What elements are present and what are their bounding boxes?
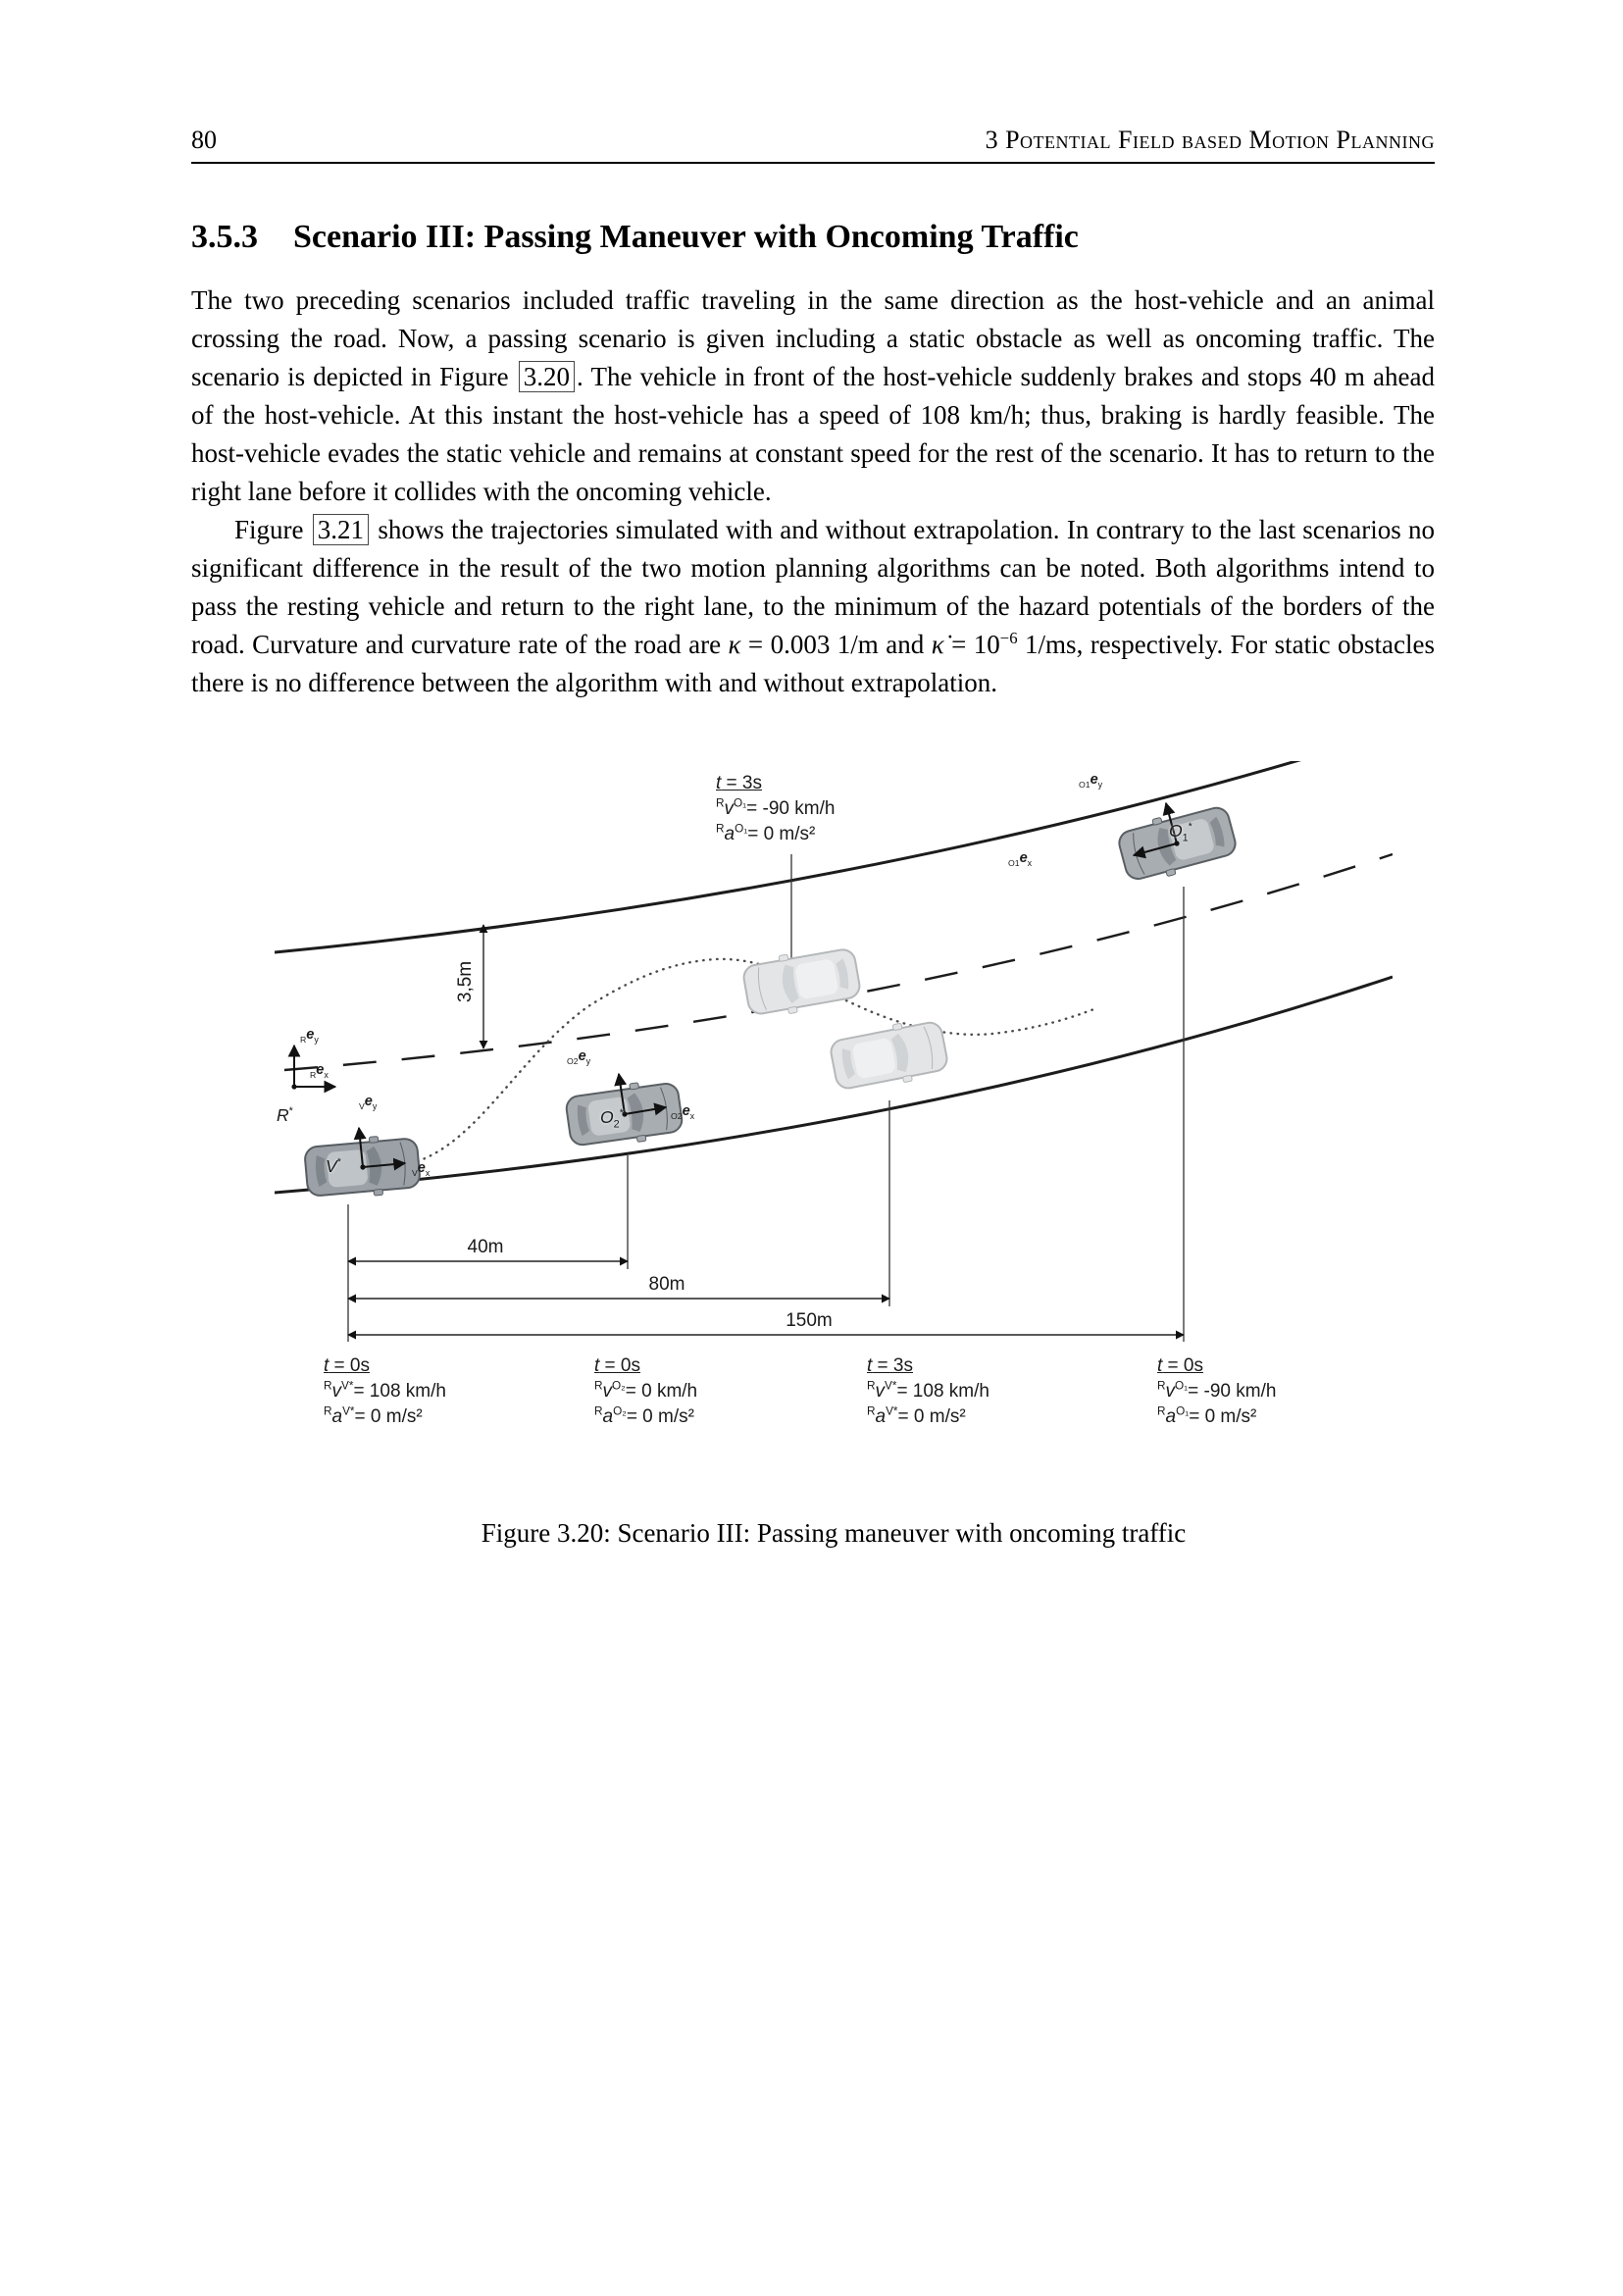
annotation-line: [867, 1404, 989, 1430]
text-segment: = 0 m/s²: [1189, 1406, 1257, 1427]
text-segment: O₂: [612, 1379, 626, 1393]
paragraph-1: [191, 281, 1435, 511]
text-segment: a: [1165, 1406, 1177, 1427]
text-segment: O2: [671, 1110, 683, 1121]
text-segment: t: [594, 1355, 600, 1376]
label-host-vehicle-V: [326, 1153, 341, 1179]
annotation-line: [867, 1353, 989, 1379]
text-segment: x: [425, 1167, 431, 1178]
text-segment: R: [277, 1105, 289, 1125]
text-segment: O2: [567, 1055, 579, 1066]
text-segment: a: [602, 1406, 614, 1427]
dimension-label-lane-width: 3,5m: [455, 960, 476, 1003]
annotation-line: [594, 1353, 697, 1379]
text-segment: = 3s: [721, 773, 763, 793]
oncoming-vehicle-t3s-ghost-car: [741, 943, 863, 1020]
figure-3-20: [275, 761, 1393, 1549]
text-segment: = 0 m/s²: [747, 824, 816, 844]
text-segment: a: [331, 1406, 343, 1427]
text-segment: R: [310, 1069, 317, 1080]
text-segment: V*: [886, 1404, 898, 1418]
label-oncoming-O1: [1169, 818, 1192, 843]
annotation-oncoming-vehicle-t3s: [716, 771, 835, 847]
text-segment: O₁: [1176, 1404, 1190, 1418]
text-segment: V*: [342, 1404, 355, 1418]
page-number: 80: [191, 126, 217, 154]
text-segment: 1/ms, respectively. For static obstacles there is no difference between the algorithm with and without extrapolation.: [191, 630, 1436, 697]
text-segment: O₂: [613, 1404, 627, 1418]
text-segment: a: [875, 1406, 887, 1427]
text-segment: V: [359, 1100, 365, 1111]
annotation-host-vehicle-t3s: [867, 1353, 989, 1430]
text-segment: V*: [341, 1379, 354, 1393]
figure-caption: Figure 3.20: Scenario III: Passing maneuver with oncoming traffic: [481, 1518, 1187, 1548]
label-o1-frame-ex: [1008, 849, 1032, 867]
text-segment: R: [716, 796, 725, 810]
text-segment: R: [594, 1404, 603, 1418]
section-heading: [191, 219, 1435, 256]
text-segment: κ: [728, 630, 741, 659]
text-segment: x: [1027, 857, 1033, 868]
annotation-line: [594, 1379, 697, 1404]
text-segment: = 0.003 1/m and: [740, 630, 932, 659]
text-segment: t: [324, 1355, 330, 1376]
annotation-line: [716, 822, 835, 847]
text-segment: O: [600, 1107, 614, 1127]
text-segment: = 108 km/h: [896, 1381, 989, 1402]
host-vehicle-t3s-ghost-car: [828, 1016, 949, 1096]
text-segment: e: [1090, 772, 1098, 788]
text-segment: = 0s: [1162, 1355, 1204, 1376]
text-segment: = 0s: [599, 1355, 641, 1376]
text-segment: O₁: [735, 822, 748, 836]
text-segment: R: [716, 822, 725, 836]
annotation-obstacle-t0s: [594, 1353, 697, 1430]
text-segment: y: [1097, 779, 1103, 790]
annotation-line: [324, 1379, 446, 1404]
text-segment: R: [1157, 1404, 1166, 1418]
dimension-label-80m: 80m: [648, 1274, 685, 1295]
text-segment: = 3s: [872, 1355, 914, 1376]
figure-ref-link[interactable]: 3.21: [313, 514, 369, 545]
text-segment: = -90 km/h: [746, 798, 836, 819]
text-segment: e: [417, 1160, 426, 1176]
text-segment: R: [324, 1404, 332, 1418]
figure-ref-link[interactable]: 3.20: [519, 361, 575, 392]
text-segment: v: [724, 798, 734, 819]
dimension-label-40m: 40m: [467, 1237, 504, 1257]
text-segment: = 0 km/h: [625, 1381, 698, 1402]
text-segment: v: [1165, 1381, 1175, 1402]
text-segment: 1: [1182, 832, 1189, 844]
annotation-host-vehicle-t0s: [324, 1353, 446, 1430]
text-segment: The two preceding scenarios included traffic traveling in the same direction as the host-vehicle and an animal crossing the road. Now, a passing scenario is given including a static obstacle as well as oncoming traffic. The scenario is depicted in Figure: [191, 285, 1435, 391]
annotation-line: [716, 796, 835, 822]
text-segment: V: [412, 1167, 418, 1178]
annotation-line: [1157, 1404, 1276, 1430]
label-o1-frame-ey: [1079, 771, 1102, 789]
text-segment: = 0 m/s²: [626, 1406, 694, 1427]
running-header-title: 3 Potential Field based Motion Planning: [985, 126, 1435, 154]
text-segment: e: [364, 1094, 373, 1109]
text-segment: κ̇: [931, 630, 944, 659]
text-segment: = 0s: [329, 1355, 371, 1376]
text-segment: e: [316, 1062, 325, 1078]
text-segment: = 0 m/s²: [897, 1406, 966, 1427]
text-segment: t: [716, 773, 722, 793]
text-segment: R: [1157, 1379, 1166, 1393]
section-title: Scenario III: Passing Maneuver with Oncoming Traffic: [293, 219, 1079, 255]
text-segment: v: [875, 1381, 885, 1402]
text-segment: O₁: [734, 796, 747, 810]
text-segment: *: [1188, 821, 1192, 834]
text-segment: R: [594, 1379, 603, 1393]
label-r-frame-ey: [300, 1026, 319, 1044]
text-segment: 2: [613, 1118, 620, 1131]
page-header: [191, 0, 1435, 164]
text-segment: v: [602, 1381, 612, 1402]
label-obstacle-O2: [600, 1104, 624, 1130]
text-segment: *: [336, 1156, 341, 1169]
text-segment: = 0 m/s²: [354, 1406, 423, 1427]
text-segment: V: [326, 1156, 337, 1176]
annotation-line: [1157, 1353, 1276, 1379]
text-segment: t: [867, 1355, 873, 1376]
text-segment: V*: [885, 1379, 897, 1393]
annotation-line: [594, 1404, 697, 1430]
text-segment: . The vehicle in front of the host-vehicle suddenly brakes and stops 40 m ahead of the host-vehicle. At this instant the host-vehicle has a speed of 108 km/h; thus, braking is hardly feasible. The host-vehicle evades the static vehicle and remains at constant speed for the rest of the scenario. It has to return to the right lane before it collides with the oncoming vehicle.: [191, 362, 1435, 506]
text-segment: x: [324, 1069, 329, 1080]
text-segment: e: [1019, 850, 1028, 866]
text-segment: a: [724, 824, 735, 844]
label-o2-frame-ex: [671, 1102, 694, 1120]
label-v-frame-ey: [359, 1093, 377, 1110]
text-segment: Figure: [234, 515, 311, 544]
text-segment: y: [372, 1100, 378, 1111]
text-segment: = 10: [943, 630, 1000, 659]
text-segment: x: [689, 1110, 695, 1121]
text-segment: R: [867, 1404, 876, 1418]
text-segment: O: [1169, 821, 1183, 841]
text-segment: O₁: [1175, 1379, 1189, 1393]
text-segment: v: [331, 1381, 341, 1402]
text-segment: = 108 km/h: [353, 1381, 446, 1402]
section-number: 3.5.3: [191, 219, 258, 255]
annotation-line: [867, 1379, 989, 1404]
figure-diagram: [275, 761, 1393, 1467]
text-segment: shows the trajectories simulated with and without extrapolation. In contrary to the last scenarios no significant difference in the result of the two motion planning algorithms can be noted. Both algorithms intend to pass the resting vehicle and return to the right lane, to the minimum of the hazard potentials of the borders of the road. Curvature and curvature rate of the road are: [191, 515, 1435, 659]
text-segment: e: [306, 1027, 315, 1043]
text-segment: −6: [999, 629, 1018, 647]
annotation-line: [324, 1404, 446, 1430]
road-bottom-border: [275, 977, 1393, 1193]
annotation-line: [1157, 1379, 1276, 1404]
label-o2-frame-ey: [567, 1047, 590, 1065]
paragraph-2: [191, 511, 1435, 702]
text-segment: O1: [1079, 779, 1090, 790]
text-segment: R: [324, 1379, 332, 1393]
page-content: [191, 219, 1435, 1549]
text-segment: y: [314, 1034, 319, 1045]
text-segment: t: [1157, 1355, 1163, 1376]
text-segment: y: [585, 1055, 591, 1066]
text-segment: R: [867, 1379, 876, 1393]
label-v-frame-ex: [412, 1159, 430, 1177]
label-road-frame-R: [277, 1102, 293, 1128]
label-r-frame-ex: [310, 1061, 329, 1079]
text-segment: *: [619, 1107, 624, 1120]
annotation-line: [716, 771, 835, 796]
text-segment: = -90 km/h: [1188, 1381, 1277, 1402]
dimension-label-150m: 150m: [786, 1310, 833, 1331]
annotation-oncoming-vehicle-t0s: [1157, 1353, 1276, 1430]
text-segment: e: [682, 1103, 690, 1119]
text-segment: *: [288, 1105, 293, 1118]
text-segment: e: [578, 1048, 586, 1064]
text-segment: R: [300, 1034, 307, 1045]
text-segment: O1: [1008, 857, 1020, 868]
annotation-line: [324, 1353, 446, 1379]
